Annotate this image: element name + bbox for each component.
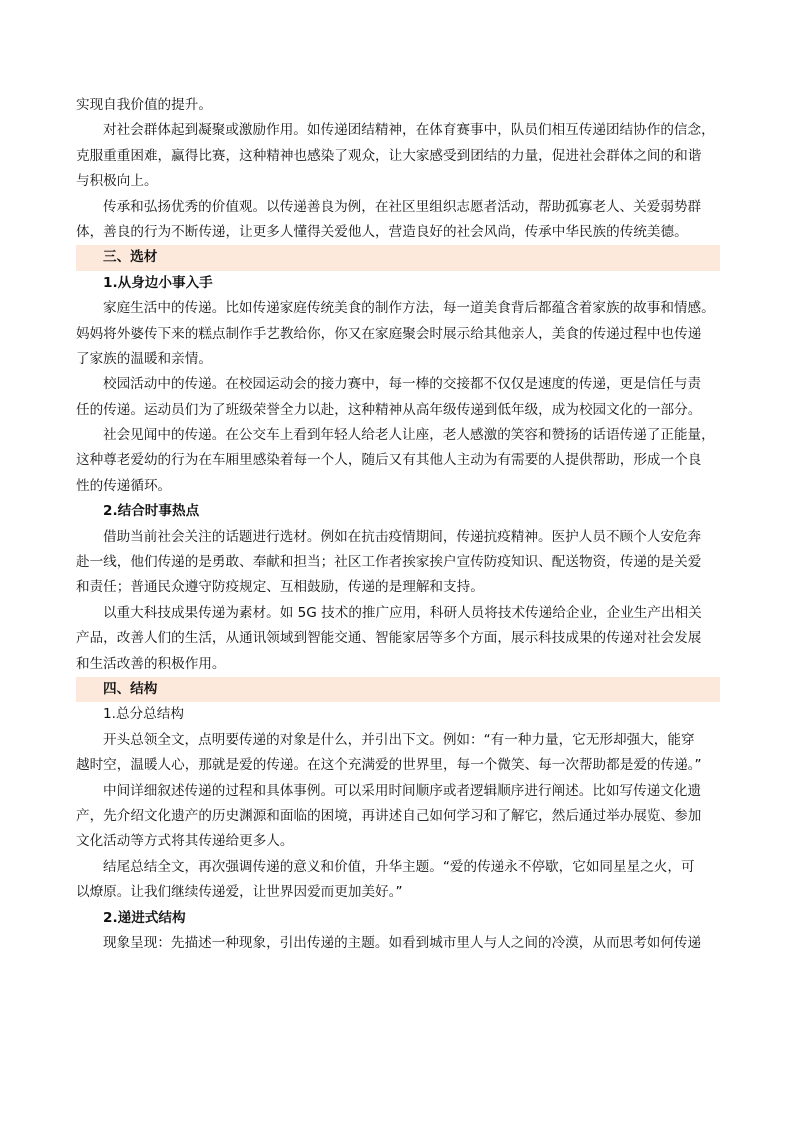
- paragraph-first-line: 社会见闻中的传递。在公交车上看到年轻人给老人让座，老人感激的笑容和赞扬的话语传递了正能量，: [103, 427, 715, 444]
- paragraph-line: 和责任；普通民众遵守防疫规定、互相鼓励，传递的是理解和支持。: [76, 579, 484, 596]
- paragraph-first-line: 开头总领全文，点明要传递的对象是什么，并引出下文。例如：“有一种力量，它无形却强大，能穿: [103, 731, 695, 748]
- paragraph-line: 越时空，温暖人心，那就是爱的传递。在这个充满爱的世界里，每一个微笑、每一次帮助都是爱的传递。”: [76, 757, 702, 774]
- paragraph-first-line: 中间详细叙述传递的过程和具体事例。可以采用时间顺序或者逻辑顺序进行阐述。比如写传递文化遗: [103, 782, 702, 799]
- paragraph-line: 和生活改善的积极作用。: [76, 655, 226, 672]
- paragraph-line: 与积极向上。: [76, 173, 158, 190]
- paragraph-line: 产品，改善人们的生活，从通讯领域到智能交通、智能家居等多个方面，展示科技成果的传递对社会发展: [76, 630, 702, 647]
- subheading: 1.总分总结构: [103, 706, 184, 723]
- paragraph-first-line: 校园活动中的传递。在校园运动会的接力赛中，每一棒的交接都不仅仅是速度的传递，更是信任与责: [103, 376, 702, 393]
- paragraph-line: 妈妈将外婆传下来的糕点制作手艺教给你，你又在家庭聚会时展示给其他亲人，美食的传递过程中也传递: [76, 325, 702, 342]
- paragraph-first-line: 现象呈现：先描述一种现象，引出传递的主题。如看到城市里人与人之间的冷漠，从而思考如何传递: [103, 934, 702, 951]
- paragraph-line: 克服重重困难，赢得比赛，这种精神也感染了观众，让大家感受到团结的力量，促进社会群体之间的和谐: [76, 147, 702, 164]
- subheading: 2.递进式结构: [103, 909, 186, 926]
- paragraph-first-line: 家庭生活中的传递。比如传递家庭传统美食的制作方法，每一道美食背后都蕴含着家族的故事和情感。: [103, 300, 715, 317]
- paragraph-line: 以燎原。让我们继续传递爱，让世界因爱而更加美好。”: [76, 884, 403, 901]
- paragraph-line: 了家族的温暖和亲情。: [76, 350, 212, 367]
- section-heading: 三、选材: [76, 245, 720, 270]
- paragraph-line: 这种尊老爱幼的行为在车厢里感染着每一个人，随后又有其他人主动为有需要的人提供帮助，形成一个良: [76, 452, 702, 469]
- subheading: 2.结合时事热点: [103, 503, 200, 520]
- paragraph-line: 体，善良的行为不断传递，让更多人懂得关爱他人，营造良好的社会风尚，传承中华民族的传统美德。: [76, 223, 688, 240]
- paragraph-first-line: 结尾总结全文，再次强调传递的意义和价值，升华主题。“爱的传递永不停歇，它如同星星之火，可: [103, 858, 695, 875]
- subheading: 1.从身边小事入手: [103, 274, 213, 291]
- paragraph-line: 性的传递循环。: [76, 477, 172, 494]
- paragraph-line: 赴一线，他们传递的是勇敢、奉献和担当；社区工作者挨家挨户宣传防疫知识、配送物资，传递的是关爱: [76, 554, 702, 571]
- paragraph-first-line: 以重大科技成果传递为素材。如 5G 技术的推广应用，科研人员将技术传递给企业，企业生产出相关: [103, 604, 702, 621]
- paragraph-first-line: 对社会群体起到凝聚或激励作用。如传递团结精神，在体育赛事中，队员们相互传递团结协作的信念，: [103, 122, 715, 139]
- paragraph-line: 实现自我价值的提升。: [76, 97, 212, 113]
- paragraph-first-line: 借助当前社会关注的话题进行选材。例如在抗击疫情期间，传递抗疫精神。医护人员不顾个人安危奔: [103, 528, 702, 545]
- paragraph-line: 文化活动等方式将其传递给更多人。: [76, 833, 294, 850]
- paragraph-line: 产，先介绍文化遗产的历史渊源和面临的困境，再讲述自己如何学习和了解它，然后通过举办展览、参加: [76, 807, 702, 824]
- section-heading: 四、结构: [76, 677, 720, 702]
- document-body: [76, 93, 720, 956]
- paragraph-first-line: 传承和弘扬优秀的价值观。以传递善良为例，在社区里组织志愿者活动，帮助孤寡老人、关爱弱势群: [103, 198, 702, 215]
- paragraph-line: 任的传递。运动员们为了班级荣誉全力以赴，这种精神从高年级传递到低年级，成为校园文化的一部分。: [76, 401, 702, 418]
